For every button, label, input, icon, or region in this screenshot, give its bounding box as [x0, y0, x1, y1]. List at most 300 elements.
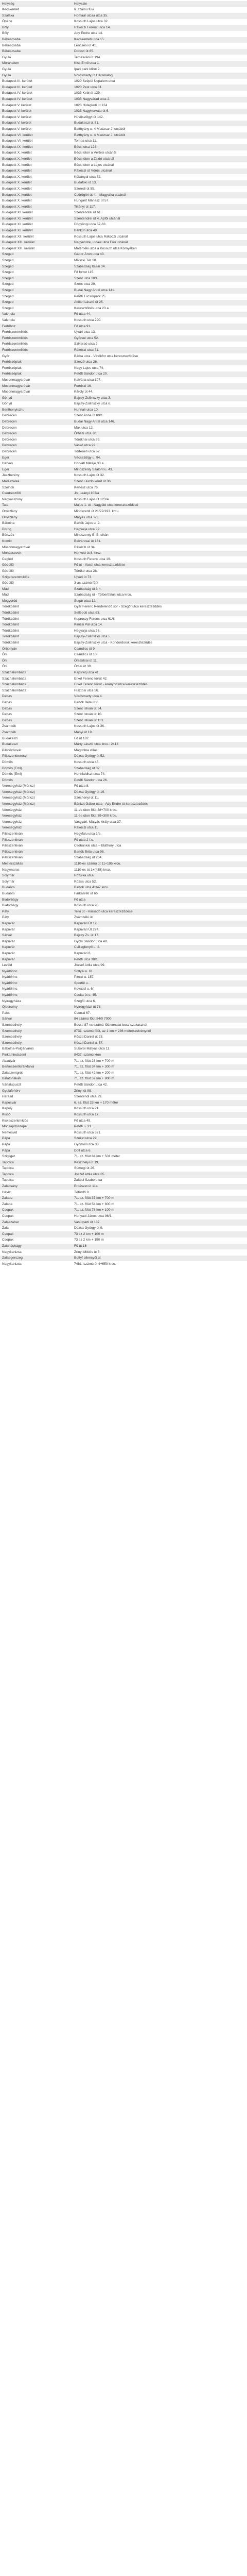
- table-row: [0, 25, 247, 31]
- cell-town: Százhalombatta: [0, 676, 72, 682]
- cell-town: Zala: [0, 1226, 72, 1232]
- cell-town: Budapest XI. kerület: [0, 210, 72, 216]
- cell-town: Gyula: [0, 55, 72, 61]
- cell-town: Budapest X. kerület: [0, 198, 72, 205]
- table-row: [0, 455, 247, 461]
- table-row: [0, 616, 247, 622]
- table-row: [0, 1088, 247, 1094]
- cell-location: Őrházi utca 20.: [72, 431, 247, 437]
- table-row: [0, 449, 247, 455]
- cell-location: Budafoki út 13.: [72, 180, 247, 187]
- cell-town: Budapest XI. kerület: [0, 228, 72, 234]
- cell-location: Bartók Béla út 6.: [72, 700, 247, 706]
- cell-town: Fertőhoz: [0, 324, 72, 330]
- table-row: [0, 31, 247, 37]
- cell-location: Szegfű utca 6.: [72, 998, 247, 1005]
- cell-town: Pápa: [0, 1142, 72, 1148]
- cell-town: Biatorbágy: [0, 903, 72, 909]
- table-row: [0, 1118, 247, 1124]
- table-row: [0, 55, 247, 61]
- cell-town: Ópéne: [0, 19, 72, 25]
- cell-location: Gyár Ferenc Rendelendő sor - Szegőf utca kereszteződés: [72, 604, 247, 611]
- cell-location: 1033 Nagykorvátu út 6.: [72, 109, 247, 115]
- cell-town: Szombathely: [0, 1028, 72, 1035]
- cell-location: József Attila utca 99.: [72, 963, 247, 969]
- table-row: [0, 330, 247, 336]
- table-row: [0, 538, 247, 545]
- table-row: [0, 270, 247, 276]
- cell-town: Gödöllő: [0, 581, 72, 587]
- cell-town: Biatorbágy: [0, 897, 72, 903]
- cell-town: Budapest XIII. kerület: [0, 240, 72, 246]
- table-row: [0, 969, 247, 975]
- cell-town: Gyula: [0, 73, 72, 79]
- table-row: [0, 807, 247, 814]
- cell-location: Bánkút utca 49.: [72, 228, 247, 234]
- cell-location: Dögyöngi utca 57-63.: [72, 222, 247, 228]
- cell-town: Dömös: [0, 777, 72, 784]
- cell-town: Zalaba: [0, 1201, 72, 1208]
- cell-town: Dömös (Eml): [0, 772, 72, 778]
- cell-town: Pilisszentiván: [0, 849, 72, 855]
- cell-location: Kereszttöltés utca 23 a: [72, 306, 247, 312]
- cell-town: Solymár: [0, 879, 72, 885]
- table-row: [0, 210, 247, 216]
- cell-town: Tapolca: [0, 1160, 72, 1166]
- table-row: [0, 903, 247, 909]
- cell-town: Őrbottyán: [0, 646, 72, 652]
- cell-location: Kossuth Lajos utca 32.: [72, 19, 247, 25]
- cell-town: Szolnok: [0, 485, 72, 491]
- table-row: [0, 473, 247, 479]
- table-row: [0, 479, 247, 485]
- cell-town: Nagykanizsa: [0, 1249, 72, 1256]
- cell-location: Szentendrei út 61.: [72, 210, 247, 216]
- cell-location: Szentendrei út 4. Apfői utcánál: [72, 216, 247, 222]
- cell-location: Bartók Jajos u. 2.: [72, 521, 247, 527]
- cell-town: Békéscsaba: [0, 49, 72, 55]
- table-row: [0, 861, 247, 868]
- cell-town: Veresegyház (Móricz): [0, 789, 72, 795]
- cell-town: Nyárlőrinc: [0, 980, 72, 987]
- table-row: [0, 114, 247, 121]
- column-header-location: Helyszín: [72, 1, 247, 7]
- cell-town: Zalaszentgrót: [0, 1070, 72, 1076]
- cell-location: Papsrétj utca 41.: [72, 670, 247, 676]
- table-row: [0, 748, 247, 754]
- cell-town: Szeged: [0, 306, 72, 312]
- cell-location: 3-as számú főút: [72, 581, 247, 587]
- table-row: [0, 975, 247, 981]
- table-row: [0, 556, 247, 563]
- cell-location: Telki út - Hársadó utca kereszteződése: [72, 909, 247, 915]
- table-row: [0, 109, 247, 115]
- table-row: [0, 198, 247, 205]
- cell-town: Kaposvár: [0, 1100, 72, 1106]
- cell-location: Ujvári utca 13.: [72, 330, 247, 336]
- cell-town: Debrecen: [0, 419, 72, 426]
- cell-location: Vécsezölgy u. 94.: [72, 455, 247, 461]
- cell-location: Vörösmarty út Hársmalog: [72, 73, 247, 79]
- cell-location: Mátéméki utca a Kossuth utca Környéken: [72, 246, 247, 252]
- cell-location: Rózsa utca 52.: [72, 879, 247, 885]
- cell-town: Tapolca: [0, 1166, 72, 1172]
- cell-town: Törökbálint: [0, 616, 72, 622]
- cell-location: Rózsika utca: [72, 873, 247, 879]
- table-row: [0, 216, 247, 222]
- cell-town: Törökbálint: [0, 640, 72, 647]
- cell-location: Ipari park kőrút 9.: [72, 67, 247, 73]
- cell-location: Gábor Áron utca 43.: [72, 252, 247, 258]
- table-row: [0, 1244, 247, 1250]
- cell-town: Budapest XI. kerület: [0, 216, 72, 222]
- cell-town: Valencia: [0, 312, 72, 318]
- table-row: [0, 980, 247, 987]
- cell-town: Nyíregyháza: [0, 998, 72, 1005]
- table-row: [0, 742, 247, 748]
- cell-town: Tapolca: [0, 1178, 72, 1184]
- cell-town: Debrecen: [0, 431, 72, 437]
- cell-location: Rákóczi utca 71.: [72, 347, 247, 353]
- cell-town: Bőly: [0, 31, 72, 37]
- table-row: [0, 963, 247, 969]
- cell-location: Történeti utca 52.: [72, 449, 247, 455]
- cell-location: Csobánkai utca – Bláthory utca: [72, 843, 247, 850]
- cell-town: Veresegyház: [0, 814, 72, 820]
- table-row: [0, 383, 247, 389]
- table-row: [0, 258, 247, 264]
- cell-town: Zalaegerszeg: [0, 1256, 72, 1262]
- cell-town: Mocsapdószepél: [0, 1124, 72, 1130]
- cell-location: Kossuth Lajos utca Rákóczi utcánál: [72, 234, 247, 240]
- table-row: [0, 1106, 247, 1112]
- cell-town: Mád: [0, 586, 72, 592]
- cell-location: Szabadság ltasai 34.: [72, 264, 247, 270]
- cell-town: Budakeszi: [0, 736, 72, 742]
- cell-location: Törökó utca 28.: [72, 568, 247, 574]
- cell-location: Mátyás utca 2/1.: [72, 515, 247, 521]
- cell-location: Temesvári út 194.: [72, 55, 247, 61]
- table-row: [0, 664, 247, 670]
- table-row: [0, 503, 247, 509]
- cell-location: Csörögöri út 4. - Magyalka utcánál: [72, 192, 247, 198]
- cell-location: Rákóczi út 34.: [72, 545, 247, 551]
- cell-location: 1110-es út 1+(438) krcu.: [72, 867, 247, 873]
- cell-location: Kalvária utca 107.: [72, 377, 247, 383]
- table-row: [0, 766, 247, 772]
- cell-location: 71. sz. főút 34 km + 300 m: [72, 1064, 247, 1071]
- table-row: [0, 897, 247, 903]
- cell-town: Pilisszentiván: [0, 843, 72, 850]
- cell-town: Fertőszéplak: [0, 365, 72, 371]
- cell-town: Békéscsaba: [0, 37, 72, 43]
- cell-town: Nyárlőrinc: [0, 975, 72, 981]
- table-row: [0, 1112, 247, 1118]
- cell-town: Mosonmagyaróvár: [0, 545, 72, 551]
- cell-location: Sugár utca 12.: [72, 598, 247, 604]
- cell-town: Mesterszállás: [0, 861, 72, 868]
- cell-location: Cserrai 67.: [72, 1010, 247, 1016]
- table-row: [0, 1010, 247, 1016]
- cell-town: Nemesvid: [0, 1130, 72, 1136]
- table-row: [0, 586, 247, 592]
- cell-town: Veresegyház: [0, 819, 72, 825]
- table-row: [0, 730, 247, 736]
- cell-town: Kapuvár: [0, 945, 72, 951]
- location-table: [0, 1, 247, 1267]
- cell-town: Pápa: [0, 1136, 72, 1142]
- cell-town: Budapest IV. kerület: [0, 91, 72, 97]
- cell-town: Zalaszabar: [0, 1219, 72, 1226]
- cell-location: Jó, Leányi 103/a: [72, 491, 247, 497]
- cell-location: Bucsi, 87-es számú főútvonalat busz szakasznál: [72, 1023, 247, 1029]
- cell-town: Dorog: [0, 527, 72, 533]
- cell-town: Budakeszi: [0, 742, 72, 748]
- table-row: [0, 915, 247, 921]
- table-row: [0, 885, 247, 891]
- cell-town: Kapuvár: [0, 957, 72, 963]
- table-row: [0, 736, 247, 742]
- cell-town: Törökbálint: [0, 604, 72, 611]
- cell-town: Öjbersény: [0, 1005, 72, 1011]
- table-row: [0, 246, 247, 252]
- table-row: [0, 658, 247, 664]
- table-row: [0, 192, 247, 198]
- cell-town: Budapest X. kerület: [0, 156, 72, 162]
- table-row: [0, 84, 247, 91]
- table-row: [0, 103, 247, 109]
- table-row: [0, 437, 247, 443]
- cell-location: Kuproczy Ferenc utca 61/6.: [72, 616, 247, 622]
- table-row: [0, 1070, 247, 1076]
- cell-location: Fő utca: [72, 897, 247, 903]
- cell-location: Vasgyári, Mátyás király utca 37.: [72, 819, 247, 825]
- cell-town: Zsámbék: [0, 724, 72, 730]
- cell-location: Mindszenty B. B. sikán: [72, 533, 247, 539]
- table-row: [0, 1261, 247, 1267]
- cell-town: Eger: [0, 467, 72, 473]
- cell-location: Gyöki Sándor utca 48.: [72, 939, 247, 945]
- cell-town: Bábolna-Polgárváros: [0, 1046, 72, 1053]
- cell-location: Kinizsi Pál utca 14.: [72, 622, 247, 629]
- cell-town: Mosonmagyaróvár: [0, 377, 72, 383]
- table-header-row: [0, 1, 247, 7]
- table-row: [0, 347, 247, 353]
- cell-town: Kapuvár: [0, 939, 72, 945]
- table-row: [0, 7, 247, 13]
- cell-town: Budapest IV. kerület: [0, 97, 72, 103]
- cell-town: Páty: [0, 915, 72, 921]
- cell-location: Zalalui Szabó utca: [72, 1178, 247, 1184]
- table-row: [0, 891, 247, 897]
- cell-town: Gödöllő: [0, 568, 72, 574]
- cell-town: Fertőszentmiklós: [0, 335, 72, 342]
- table-row: [0, 837, 247, 843]
- cell-town: Szeged: [0, 252, 72, 258]
- table-row: [0, 282, 247, 288]
- table-row: [0, 1184, 247, 1190]
- cell-location: 8437. számú kton: [72, 1053, 247, 1059]
- cell-location: Bánkút Gábor utca - Ady Endre út kereszteződés: [72, 802, 247, 808]
- table-row: [0, 150, 247, 157]
- cell-location: Hunnialdiszi utca 74.: [72, 772, 247, 778]
- table-row: [0, 419, 247, 426]
- table-row: [0, 694, 247, 700]
- table-row: [0, 592, 247, 599]
- cell-location: Bottyf allencyői út: [72, 1256, 247, 1262]
- cell-town: Törökbálint: [0, 611, 72, 617]
- cell-location: Szeredi út 55.: [72, 186, 247, 192]
- cell-location: 71. sz. főút 28 km + 700 m: [72, 1058, 247, 1064]
- cell-town: Dabas: [0, 700, 72, 706]
- cell-town: Budapest VI. kerület: [0, 139, 72, 145]
- cell-town: Solymár: [0, 873, 72, 879]
- cell-town: Fertőszentmiklós: [0, 347, 72, 353]
- cell-town: Törökbálint: [0, 622, 72, 629]
- table-row: [0, 395, 247, 401]
- cell-location: Homaál utcaa utca 35.: [72, 13, 247, 19]
- table-row: [0, 91, 247, 97]
- table-row: [0, 527, 247, 533]
- cell-location: 11-es úton főút 38+700 krcu.: [72, 807, 247, 814]
- cell-location: Szent István út 113.: [72, 718, 247, 724]
- cell-town: Szeged: [0, 300, 72, 306]
- cell-location: Erkel Ferenc körút - Aranyhd utca kereszteződés: [72, 682, 247, 688]
- cell-location: 71. sz. főút 78 km + 100 m: [72, 1208, 247, 1214]
- table-row: [0, 724, 247, 730]
- table-row: [0, 360, 247, 366]
- table-row: [0, 933, 247, 939]
- table-row: [0, 79, 247, 85]
- cell-location: Nyíregyházi út 78.: [72, 1005, 247, 1011]
- cell-town: Szeged: [0, 288, 72, 294]
- cell-location: Széket utca 22.: [72, 1136, 247, 1142]
- table-row: [0, 574, 247, 581]
- table-row: [0, 425, 247, 431]
- table-row: [0, 353, 247, 360]
- cell-town: Dömös (Eml): [0, 766, 72, 772]
- cell-town: Sárvár: [0, 933, 72, 939]
- cell-location: Petőfi u. 21.: [72, 1124, 247, 1130]
- cell-location: Szent Anna út 89/1.: [72, 413, 247, 419]
- table-row: [0, 1148, 247, 1154]
- table-row: [0, 622, 247, 629]
- table-row: [0, 700, 247, 706]
- cell-location: Szerző utca 26.: [72, 360, 247, 366]
- table-row: [0, 276, 247, 282]
- table-row: [0, 228, 247, 234]
- cell-town: Százhalombatta: [0, 670, 72, 676]
- table-row: [0, 485, 247, 491]
- table-row: [0, 688, 247, 694]
- table-row: [0, 156, 247, 162]
- cell-town: Szeged: [0, 276, 72, 282]
- table-row: [0, 1058, 247, 1064]
- table-row: [0, 1160, 247, 1166]
- table-row: [0, 467, 247, 473]
- cell-location: Győrsui utca 52.: [72, 335, 247, 342]
- cell-location: Kossuth Lajos út 36.: [72, 724, 247, 730]
- cell-town: Nagymaros: [0, 867, 72, 873]
- cell-location: Petőfi Sándor utca 20.: [72, 371, 247, 378]
- table-row: [0, 1023, 247, 1029]
- table-row: [0, 879, 247, 885]
- table-row: [0, 19, 247, 25]
- cell-location: 1110-es számú út 11+195 krcu.: [72, 861, 247, 868]
- cell-town: Szaláka: [0, 13, 72, 19]
- cell-town: Gönyű: [0, 401, 72, 408]
- cell-location: Szent István út 54.: [72, 706, 247, 712]
- cell-location: Budai Nagy Antal utca 141.: [72, 288, 247, 294]
- cell-town: Sárvár: [0, 1016, 72, 1023]
- cell-location: Jószef Attila utca 85.: [72, 1172, 247, 1178]
- cell-location: 8731. számú főút, az 1 km + 236 méterszelvénynél: [72, 1028, 247, 1035]
- cell-location: Kossuth Lajos út 32.: [72, 473, 247, 479]
- cell-location: Kovácsl u. 6/.: [72, 987, 247, 993]
- cell-town: Budapest IX. kerület: [0, 144, 72, 150]
- table-row: [0, 180, 247, 187]
- table-row: [0, 431, 247, 437]
- table-row: [0, 1172, 247, 1178]
- cell-town: Fertőszentmiklós: [0, 330, 72, 336]
- table-row: [0, 1166, 247, 1172]
- cell-location: Hisztosi utca 56.: [72, 688, 247, 694]
- cell-location: Nagyendre, utcaul utca Fóu utcánál: [72, 240, 247, 246]
- cell-town: Valencia: [0, 317, 72, 324]
- cell-location: Fő utca 44.: [72, 312, 247, 318]
- table-row: [0, 162, 247, 168]
- cell-town: Budapest III. kerület: [0, 84, 72, 91]
- cell-location: Kőbányai utca 72.: [72, 174, 247, 180]
- cell-town: Berkeszentkirályfalva: [0, 1064, 72, 1071]
- table-row: [0, 998, 247, 1005]
- cell-location: Sümegi út 26.: [72, 1166, 247, 1172]
- cell-town: Törökbálint: [0, 634, 72, 640]
- table-row: [0, 634, 247, 640]
- address-list-page: [0, 0, 247, 1267]
- table-row: [0, 795, 247, 802]
- cell-location: Erkel Ferenc körút 42.: [72, 676, 247, 682]
- cell-location: Hunyadi János utca 96/1.: [72, 1214, 247, 1220]
- cell-town: Bőly: [0, 25, 72, 31]
- cell-location: Őrsaktsai út 11.: [72, 658, 247, 664]
- cell-location: 73 sz 2 km + 190 m: [72, 1238, 247, 1244]
- table-row: [0, 1082, 247, 1088]
- cell-location: Rákóczi utca 11: [72, 825, 247, 832]
- table-row: [0, 867, 247, 873]
- table-row: [0, 521, 247, 527]
- cell-location: Attilári László út 25.: [72, 300, 247, 306]
- table-row: [0, 1076, 247, 1082]
- cell-town: Benthonyiszhu: [0, 407, 72, 413]
- table-row: [0, 1190, 247, 1196]
- cell-location: Sporfül u. .: [72, 980, 247, 987]
- table-row: [0, 443, 247, 449]
- cell-location: 7481. számú út 4+650 krcu.: [72, 1261, 247, 1267]
- table-row: [0, 264, 247, 270]
- cell-location: Vasútparti út 137.: [72, 1219, 247, 1226]
- table-row: [0, 509, 247, 515]
- cell-town: Pinkamindszent: [0, 1053, 72, 1059]
- table-row: [0, 240, 247, 246]
- cell-location: 71. sz. főút 54 km + 800 m: [72, 1201, 247, 1208]
- cell-location: 1020 Pest utca 31.: [72, 84, 247, 91]
- cell-location: Lencsési út 41.: [72, 43, 247, 49]
- cell-town: Fertőszéplak: [0, 371, 72, 378]
- cell-location: Kossuth Ferenc utca 19.: [72, 556, 247, 563]
- table-row: [0, 670, 247, 676]
- cell-location: Kossuth Lajos út 123/A: [72, 497, 247, 503]
